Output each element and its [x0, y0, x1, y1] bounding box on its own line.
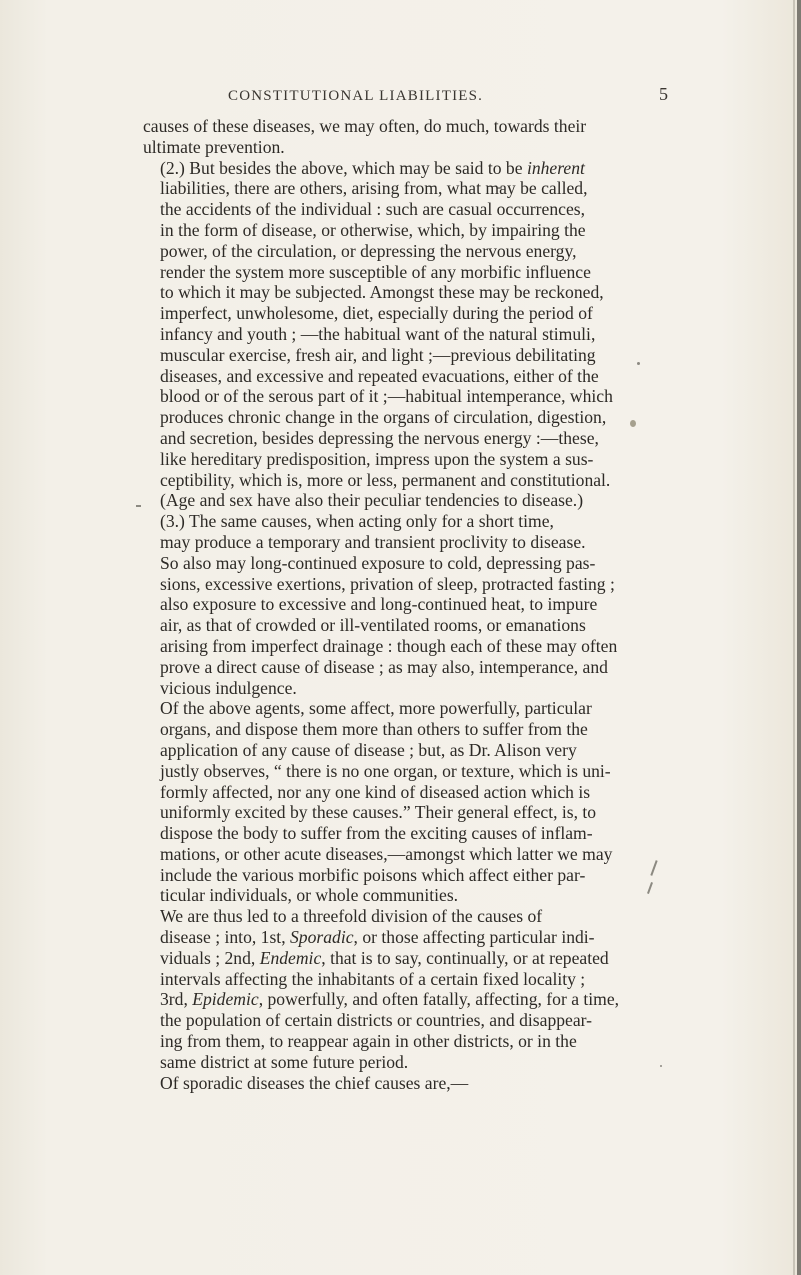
text-line: render the system more susceptible of any morbific influence [160, 261, 591, 282]
text-line: ticular individuals, or whole communities. [160, 885, 459, 906]
text-line: ing from them, to reappear again in other districts, or in the [160, 1031, 577, 1052]
text-line: blood or of the serous part of it ;—habitual intemperance, which [160, 386, 613, 407]
paragraph [143, 1073, 668, 1094]
text-line [143, 158, 668, 179]
running-head: CONSTITUTIONAL LIABILITIES. [228, 88, 484, 104]
text-line: mations, or other acute diseases,—amongst which latter we may [160, 843, 613, 864]
margin-mark [136, 505, 141, 507]
emphasis-inherent: inherent [526, 157, 585, 178]
text-line [143, 927, 668, 948]
text-line: Of sporadic diseases the chief causes are,— [160, 1072, 469, 1093]
paragraph [143, 116, 668, 158]
text-line: the accidents of the individual : such are casual occurrences, [160, 199, 585, 220]
text-line: ultimate prevention. [143, 136, 285, 157]
text-line: diseases, and excessive and repeated evacuations, either of the [160, 365, 599, 386]
text-line: power, of the circulation, or depressing the nervous energy, [160, 240, 577, 261]
text-line: include the various morbific poisons which affect either par- [160, 864, 586, 885]
text-line [143, 948, 668, 969]
text-line: dispose the body to suffer from the exciting causes of inflam- [160, 823, 593, 844]
text-line: may produce a temporary and transient proclivity to disease. [160, 531, 586, 552]
text-segment: disease ; into, 1st, [160, 927, 290, 948]
text-segment: , powerfully, and often fatally, affecting, for a time, [258, 989, 620, 1010]
text-line: muscular exercise, fresh air, and light ;—previous debilitating [160, 344, 596, 365]
text-line: arising from imperfect drainage : though each of these may often [160, 635, 618, 656]
text-line: produces chronic change in the organs of circulation, digestion, [160, 407, 607, 428]
text-line: sions, excessive exertions, privation of sleep, protracted fasting ; [160, 573, 615, 594]
text-line: liabilities, there are others, arising from, what m̵ay be called, [160, 178, 588, 199]
text-line: intervals affecting the inhabitants of a certain fixed locality ; [160, 968, 586, 989]
paragraph [143, 698, 668, 906]
text-line: justly observes, “ there is no one organ, or texture, which is uni- [160, 760, 611, 781]
text-segment: (2.) But besides the above, which may be said to be [160, 157, 527, 178]
text-line: like hereditary predisposition, impress upon the system a sus- [160, 448, 594, 469]
emphasis-sporadic: Sporadic [290, 927, 354, 948]
text-line: also exposure to excessive and long-continued heat, to impure [160, 594, 598, 615]
text-line: to which it may be subjected. Amongst these may be reckoned, [160, 282, 604, 303]
text-line: the population of certain districts or countries, and disappear- [160, 1010, 593, 1031]
text-line: same district at some future period. [160, 1051, 409, 1072]
text-line: air, as that of crowded or ill-ventilated rooms, or emanations [160, 615, 586, 636]
text-segment: 3rd, [160, 989, 193, 1010]
text-line: application of any cause of disease ; but, as Dr. Alison very [160, 739, 577, 760]
text-line: and secretion, besides depressing the nervous energy :—these, [160, 427, 599, 448]
text-line: Of the above agents, some affect, more powerfully, particular [160, 698, 592, 719]
text-line: ceptibility, which is, more or less, permanent and constitutional. [160, 469, 611, 490]
text-line [143, 989, 668, 1010]
text-line: causes of these diseases, we may often, do much, towards their [143, 116, 587, 136]
emphasis-endemic: Endemic [259, 947, 322, 968]
page-number: 5 [659, 84, 668, 104]
text-segment: viduals ; 2nd, [160, 947, 260, 968]
page-edge-line [793, 0, 795, 1275]
text-segment: , that is to say, continually, or at repeated [321, 947, 609, 968]
text-line: So also may long-continued exposure to cold, depressing pas- [160, 552, 596, 573]
body-text [143, 116, 668, 1093]
paragraph [143, 906, 668, 1072]
text-line: vicious indulgence. [160, 677, 297, 698]
paragraph [143, 158, 668, 512]
text-line: (Age and sex have also their peculiar tendencies to disease.) [160, 490, 584, 511]
text-line: organs, and dispose them more than others to suffer from the [160, 719, 588, 740]
text-line: infancy and youth ; —the habitual want of the natural stimuli, [160, 323, 596, 344]
text-line: We are thus led to a threefold division of the causes of [160, 906, 543, 927]
text-line: formly affected, nor any one kind of diseased action which is [160, 781, 591, 802]
emphasis-epidemic: Epidemic [192, 989, 259, 1010]
text-line: (3.) The same causes, when acting only for a short time, [160, 511, 554, 532]
text-line: uniformly excited by these causes.” Their general effect, is, to [160, 802, 597, 823]
page-header [228, 84, 668, 112]
paragraph [143, 511, 668, 698]
page-edge-shadow [797, 0, 801, 1275]
text-segment: , or those affecting particular indi- [353, 927, 595, 948]
text-line: imperfect, unwholesome, diet, especially during the period of [160, 303, 593, 324]
text-line: prove a direct cause of disease ; as may also, intemperance, and [160, 656, 608, 677]
text-line: in the form of disease, or otherwise, which, by impairing the [160, 219, 586, 240]
